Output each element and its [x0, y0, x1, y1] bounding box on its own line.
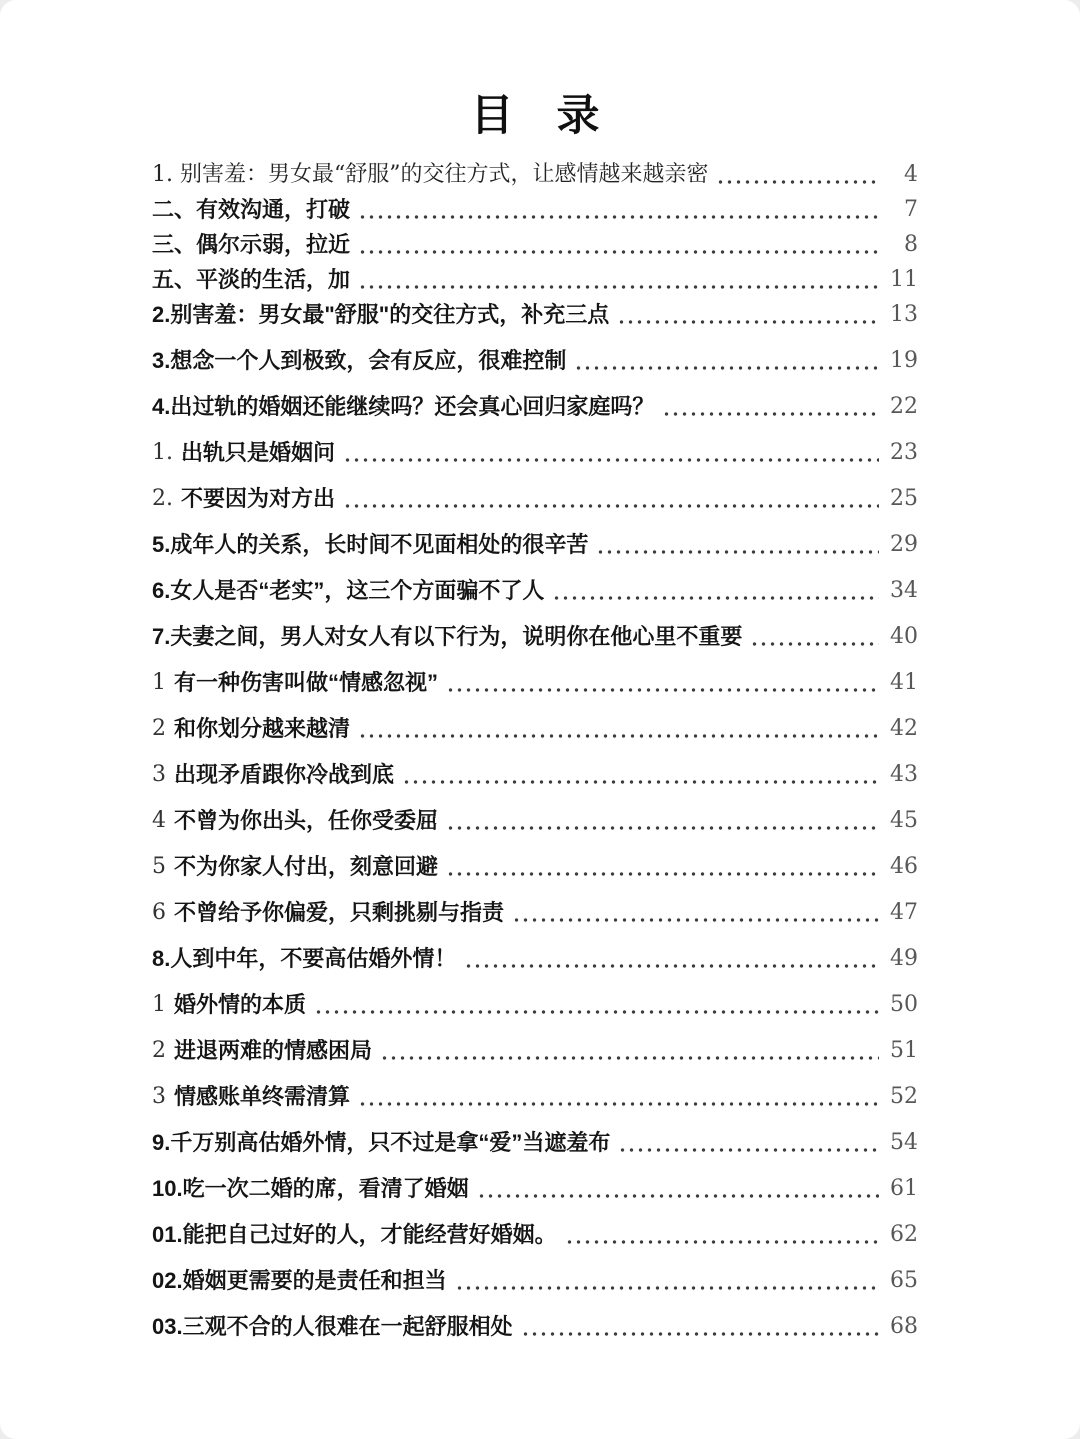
toc-entry-label: 4.出过轨的婚姻还能继续吗？还会真心回归家庭吗？	[152, 394, 655, 419]
toc-entry-number: 4	[152, 808, 166, 833]
toc-entry-label: 婚外情的本质	[174, 992, 307, 1017]
dot-leader	[618, 1147, 879, 1153]
toc-entry-number: 5	[152, 854, 166, 879]
dot-leader	[574, 365, 879, 371]
toc-entry-number: 6	[152, 900, 166, 925]
toc-entry	[152, 197, 918, 223]
toc-entry-label: 1. 别害羞：男女最“舒服”的交往方式，让感情越来越亲密	[152, 162, 709, 187]
toc-entry-page: 23	[890, 440, 918, 465]
dot-leader	[750, 641, 879, 647]
toc-entry-label: 9.千万别高估婚外情，只不过是拿“爱”当遮羞布	[152, 1130, 611, 1155]
toc-entry-page: 13	[890, 302, 918, 327]
toc-entry	[152, 716, 918, 742]
dot-leader	[512, 917, 879, 923]
toc-entry-label: 不要因为对方出	[181, 486, 336, 511]
toc-entry-label: 02.婚姻更需要的是责任和担当	[152, 1268, 447, 1293]
toc-entry-page: 7	[904, 197, 918, 222]
toc-entry-label: 和你划分越来越清	[174, 716, 351, 741]
toc-entry-page: 41	[890, 670, 918, 695]
toc-entry	[152, 486, 918, 512]
toc-entry-label: 6.女人是否“老实”，这三个方面骗不了人	[152, 578, 545, 603]
toc-entry-page: 40	[890, 624, 918, 649]
dot-leader	[314, 1009, 879, 1015]
dot-leader	[446, 871, 879, 877]
toc-entry-page: 68	[890, 1314, 918, 1339]
dot-leader	[552, 595, 879, 601]
page-title: 目 录	[470, 92, 600, 140]
toc-entry	[152, 670, 918, 696]
toc-entry-label: 不为你家人付出，刻意回避	[174, 854, 439, 879]
toc-entry-label: 不曾为你出头，任你受委屈	[174, 808, 439, 833]
toc-entry	[152, 624, 918, 650]
toc-entry	[152, 578, 918, 604]
toc-entry-label: 进退两难的情感困局	[174, 1038, 373, 1063]
dot-leader	[565, 1239, 879, 1245]
toc-entry	[152, 854, 918, 880]
toc-entry-number: 3	[152, 762, 166, 787]
dot-leader	[521, 1331, 879, 1337]
toc-entry-page: 22	[890, 394, 918, 419]
dot-leader	[716, 179, 879, 185]
toc-entry	[152, 946, 918, 972]
toc-entry-page: 25	[890, 486, 918, 511]
toc-entry-label: 03.三观不合的人很难在一起舒服相处	[152, 1314, 513, 1339]
toc-entry-label: 出轨只是婚姻问	[181, 440, 336, 465]
dot-leader	[358, 249, 879, 255]
dot-leader	[617, 319, 879, 325]
toc-entry	[152, 992, 918, 1018]
toc-entry-number: 2	[152, 1038, 166, 1063]
toc-entry-label: 3.想念一个人到极致，会有反应，很难控制	[152, 348, 567, 373]
toc-entry-page: 51	[890, 1038, 918, 1063]
toc-entry	[152, 1314, 918, 1340]
toc-entry	[152, 440, 918, 466]
toc-entry-label: 10.吃一次二婚的席，看清了婚姻	[152, 1176, 469, 1201]
toc-entry	[152, 162, 918, 188]
toc-entry-number: 2.	[152, 486, 173, 511]
toc-entry-page: 42	[890, 716, 918, 741]
toc-entry-page: 11	[890, 267, 918, 292]
dot-leader	[464, 963, 879, 969]
dot-leader	[477, 1193, 879, 1199]
toc-entry	[152, 532, 918, 558]
dot-leader	[358, 1101, 879, 1107]
toc-entry	[152, 394, 918, 420]
toc-entry-page: 45	[890, 808, 918, 833]
dot-leader	[402, 779, 879, 785]
toc-entry-page: 47	[890, 900, 918, 925]
toc-entry	[152, 348, 918, 374]
toc-entry-page: 61	[890, 1176, 918, 1201]
toc-entry-page: 34	[890, 578, 918, 603]
toc-entry	[152, 1176, 918, 1202]
toc-entry	[152, 1038, 918, 1064]
toc-entry-page: 49	[890, 946, 918, 971]
toc-entry	[152, 1084, 918, 1110]
toc-entry-label: 三、偶尔示弱，拉近	[152, 232, 351, 257]
toc-entry-number: 1	[152, 670, 166, 695]
toc-entry	[152, 1268, 918, 1294]
toc-entry-label: 五、平淡的生活，加	[152, 267, 351, 292]
toc-entry-number: 3	[152, 1084, 166, 1109]
dot-leader	[343, 503, 879, 509]
dot-leader	[358, 284, 879, 290]
dot-leader	[343, 457, 879, 463]
toc-entry-page: 52	[890, 1084, 918, 1109]
toc-entry	[152, 762, 918, 788]
toc-entry	[152, 808, 918, 834]
toc-entry-page: 19	[890, 348, 918, 373]
toc-entry-page: 43	[890, 762, 918, 787]
dot-leader	[380, 1055, 879, 1061]
toc-entry-page: 8	[904, 232, 918, 257]
dot-leader	[446, 825, 879, 831]
toc-entry-page: 4	[904, 162, 918, 187]
dot-leader	[455, 1285, 879, 1291]
toc-entry-label: 不曾给予你偏爱，只剩挑剔与指责	[174, 900, 505, 925]
toc-list	[152, 162, 918, 1340]
dot-leader	[446, 687, 879, 693]
toc-entry-page: 62	[890, 1222, 918, 1247]
toc-entry-label: 5.成年人的关系，长时间不见面相处的很辛苦	[152, 532, 589, 557]
toc-entry-number: 1	[152, 992, 166, 1017]
toc-entry	[152, 232, 918, 258]
toc-entry	[152, 1222, 918, 1248]
toc-entry	[152, 900, 918, 926]
toc-entry-page: 65	[890, 1268, 918, 1293]
toc-entry	[152, 1130, 918, 1156]
toc-entry-label: 01.能把自己过好的人，才能经营好婚姻。	[152, 1222, 557, 1247]
toc-entry-number: 2	[152, 716, 166, 741]
dot-leader	[596, 549, 879, 555]
toc-entry-label: 7.夫妻之间，男人对女人有以下行为，说明你在他心里不重要	[152, 624, 743, 649]
toc-entry-page: 29	[890, 532, 918, 557]
toc-entry-label: 二、有效沟通，打破	[152, 197, 351, 222]
toc-entry-number: 1.	[152, 440, 173, 465]
toc-entry-label: 出现矛盾跟你冷战到底	[174, 762, 395, 787]
toc-entry	[152, 302, 918, 328]
toc-entry-label: 2.别害羞：男女最"舒服"的交往方式，补充三点	[152, 302, 610, 327]
toc-entry-page: 54	[890, 1130, 918, 1155]
dot-leader	[358, 214, 879, 220]
toc-entry-page: 50	[890, 992, 918, 1017]
dot-leader	[358, 733, 879, 739]
toc-entry-label: 情感账单终需清算	[174, 1084, 351, 1109]
toc-entry	[152, 267, 918, 293]
toc-entry-page: 46	[890, 854, 918, 879]
toc-entry-label: 8.人到中年，不要高估婚外情！	[152, 946, 457, 971]
dot-leader	[662, 411, 879, 417]
toc-entry-label: 有一种伤害叫做“情感忽视”	[174, 670, 439, 695]
